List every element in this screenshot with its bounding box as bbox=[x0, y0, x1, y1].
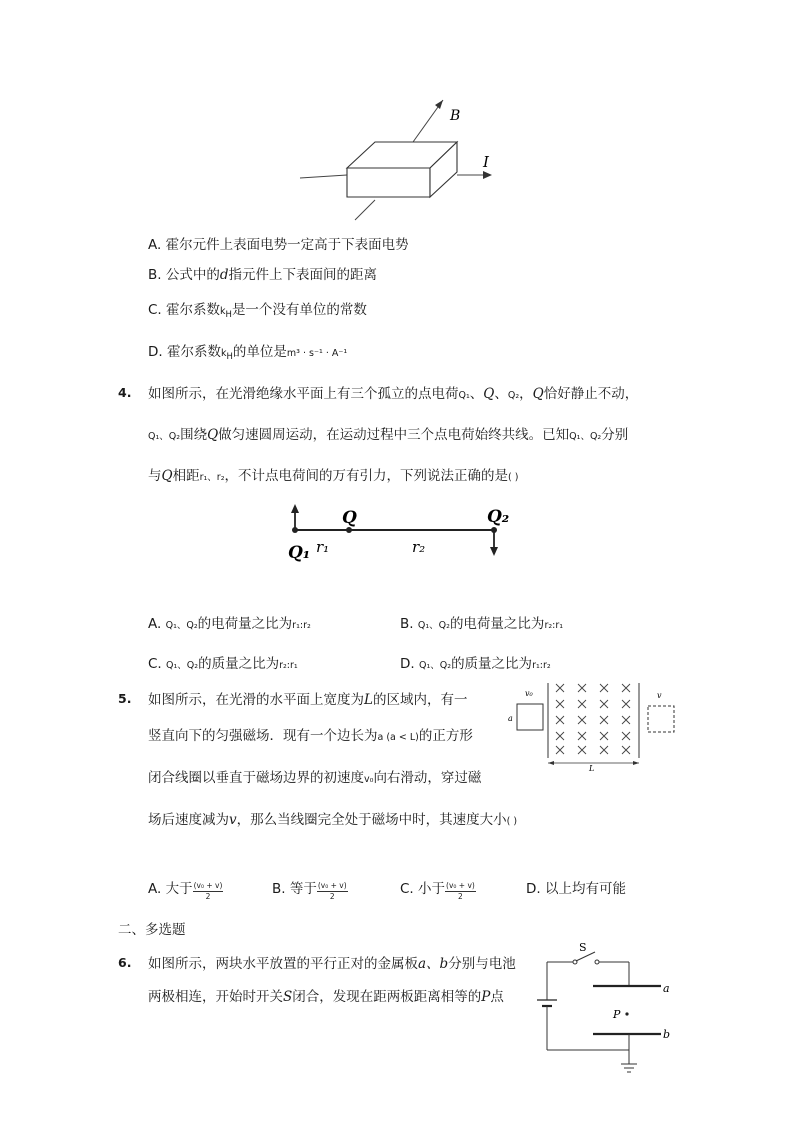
v0-label: v₀ bbox=[525, 689, 533, 698]
q2-label: Q₂ bbox=[487, 507, 510, 527]
q4-number: 4. bbox=[118, 385, 132, 400]
q5-stem-line3: 闭合线圈以垂直于磁场边界的初速度v₀向右滑动，穿过磁 bbox=[148, 770, 482, 786]
r1-label: r₁ bbox=[316, 538, 330, 556]
q4-option-d[interactable]: D. Q₁、Q₂的质量之比为r₁:r₂ bbox=[400, 656, 551, 672]
q3-option-b[interactable]: B. 公式中的d指元件上下表面间的距离 bbox=[148, 267, 378, 283]
magnetic-field-figure bbox=[505, 680, 685, 772]
q5-number: 5. bbox=[118, 691, 132, 706]
hall-element-figure bbox=[295, 95, 505, 230]
q4-stem-line3: 与Q相距r₁、r₂，不计点电荷间的万有引力，下列说法正确的是( ) bbox=[148, 468, 519, 484]
q4-option-c[interactable]: C. Q₁、Q₂的质量之比为r₂:r₁ bbox=[148, 656, 298, 672]
side-a-label: a bbox=[508, 714, 513, 723]
point-charges-figure bbox=[282, 500, 522, 572]
switch-S-label: S bbox=[579, 941, 587, 954]
q6-number: 6. bbox=[118, 955, 132, 970]
q5-option-c[interactable]: C. 小于 $\frac{\text{(v₀ + v)}}{2}$ bbox=[400, 881, 475, 901]
plate-b-label: b bbox=[663, 1028, 671, 1041]
q5-option-b[interactable]: B. 等于 $\frac{\text{(v₀ + v)}}{2}$ bbox=[272, 881, 347, 901]
current-label: I bbox=[483, 153, 489, 171]
q5-stem-line1: 如图所示，在光滑的水平面上宽度为L的区域内，有一 bbox=[148, 692, 468, 708]
plate-a-label: a bbox=[663, 982, 670, 995]
q5-option-a[interactable]: A. 大于 $\frac{\text{(v₀ + v)}}{2}$ bbox=[148, 881, 223, 901]
q4-option-a[interactable]: A. Q₁、Q₂的电荷量之比为r₁:r₂ bbox=[148, 616, 311, 632]
section-heading: 二、多选题 bbox=[118, 922, 186, 938]
q4-option-b[interactable]: B. Q₁、Q₂的电荷量之比为r₂:r₁ bbox=[400, 616, 564, 632]
q5-stem-line2: 竖直向下的匀强磁场．现有一个边长为a (a < L)的正方形 bbox=[148, 728, 473, 744]
width-L-label: L bbox=[589, 764, 595, 772]
q6-stem-line2: 两极相连，开始时开关S闭合，发现在距两板距离相等的P点 bbox=[148, 989, 504, 1005]
q5-option-d[interactable]: D. 以上均有可能 bbox=[526, 881, 626, 897]
capacitor-circuit-figure bbox=[533, 940, 683, 1080]
v-label: v bbox=[657, 691, 662, 700]
q6-stem-line1: 如图所示，两块水平放置的平行正对的金属板a、b分别与电池 bbox=[148, 956, 516, 972]
q5-stem-line4: 场后速度减为v，那么当线圈完全处于磁场中时，其速度大小( ) bbox=[148, 812, 518, 828]
q3-option-a[interactable]: A. 霍尔元件上表面电势一定高于下表面电势 bbox=[148, 237, 409, 253]
point-P-label: P bbox=[613, 1008, 621, 1021]
q1-label: Q₁ bbox=[288, 543, 311, 563]
r2-label: r₂ bbox=[412, 538, 426, 556]
q-label: Q bbox=[342, 508, 357, 528]
q3-option-d[interactable]: D. 霍尔系数$k_H$的单位是m³ · s⁻¹ · A⁻¹ bbox=[148, 344, 348, 362]
b-field-label: B bbox=[450, 108, 461, 124]
q3-option-c[interactable]: C. 霍尔系数$k_H$是一个没有单位的常数 bbox=[148, 302, 367, 320]
q4-stem-line2: Q₁、Q₂围绕Q做匀速圆周运动，在运动过程中三个点电荷始终共线。已知Q₁、Q₂分别 bbox=[148, 427, 629, 443]
q4-stem-line1: 如图所示，在光滑绝缘水平面上有三个孤立的点电荷Q₁、Q、Q₂，Q恰好静止不动， bbox=[148, 386, 639, 402]
